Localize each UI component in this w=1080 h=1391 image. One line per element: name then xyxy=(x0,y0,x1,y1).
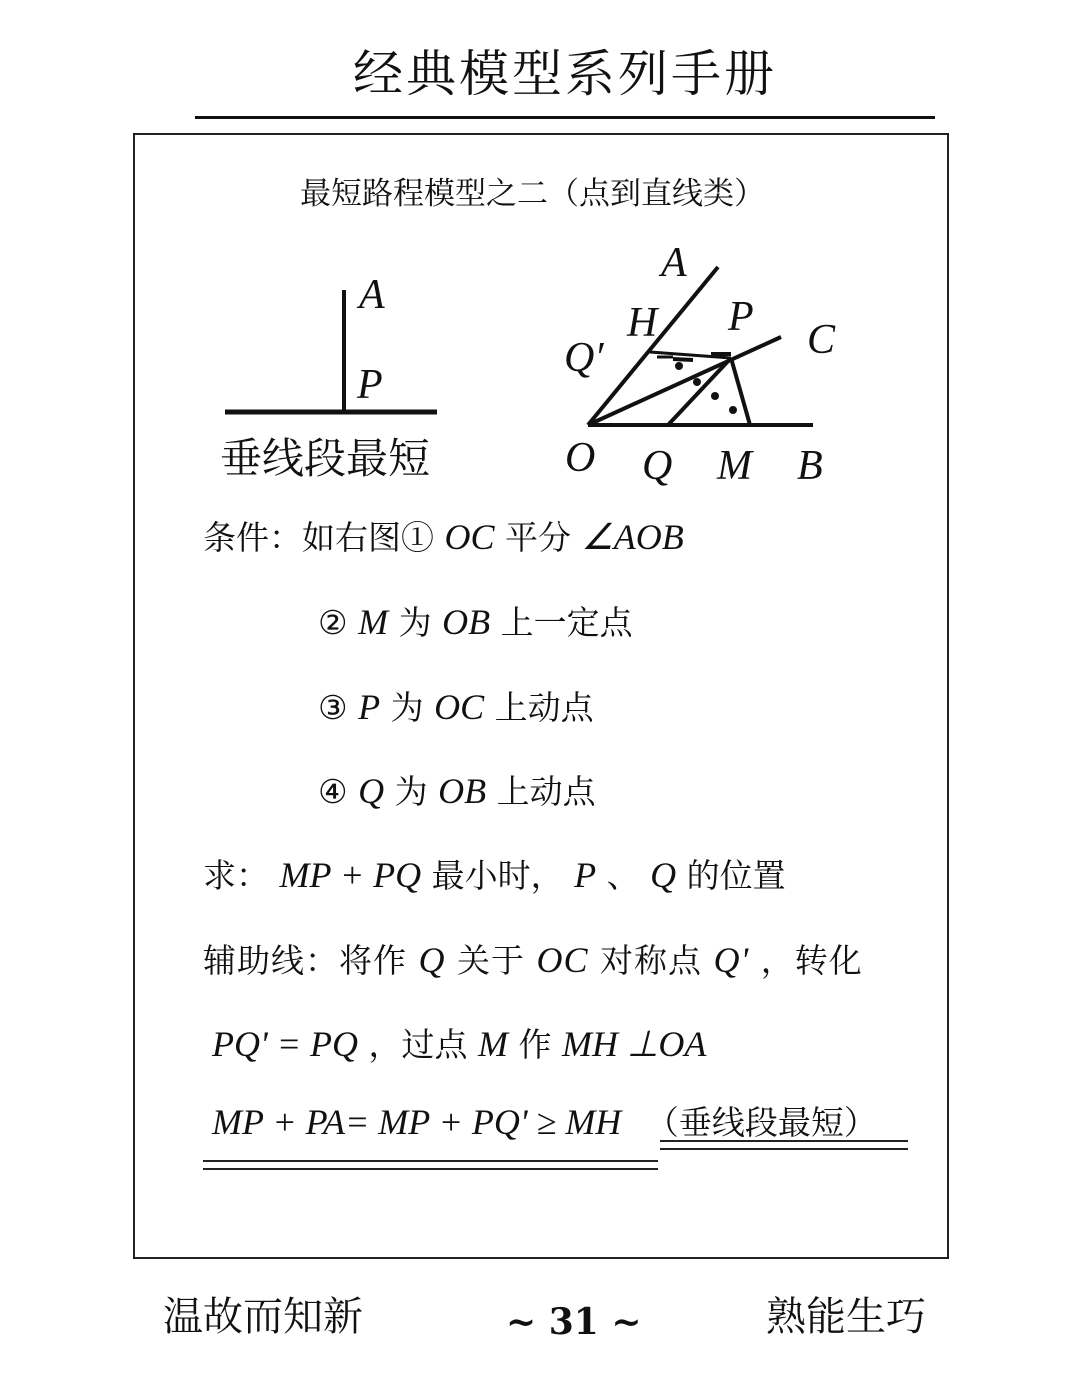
math-oc: OC xyxy=(444,517,495,557)
point-h-label: H xyxy=(627,300,658,346)
circled-number: ③ xyxy=(318,688,348,727)
text-about: 关于 xyxy=(457,941,525,980)
text-position: 的位置 xyxy=(686,856,786,895)
equal-angle-dot xyxy=(711,392,719,400)
ray-oc xyxy=(588,337,781,425)
math-q: Q xyxy=(650,855,677,895)
equal-angle-dot xyxy=(693,378,701,386)
text-moving-point: 上动点 xyxy=(494,688,594,727)
text-through-point: ，过点 xyxy=(368,1025,468,1064)
footer-left-motto: 温故而知新 xyxy=(163,1294,363,1340)
aux-row-3 xyxy=(212,1099,877,1146)
math-angle-aob: ∠AOB xyxy=(581,517,684,557)
text-bisects: 平分 xyxy=(505,518,572,557)
aux-label: 辅助线：将作 xyxy=(203,941,407,980)
math-p: P xyxy=(574,855,597,895)
math-p: P xyxy=(358,687,381,727)
math-q: Q xyxy=(418,940,446,980)
text-draw: 作 xyxy=(518,1025,552,1064)
equal-angle-dot xyxy=(675,362,683,370)
circled-number: ② xyxy=(318,603,348,642)
equal-angle-dot xyxy=(729,406,737,414)
point-p-label: P xyxy=(728,294,754,340)
condition-row-4 xyxy=(318,768,596,815)
point-a-label: A xyxy=(661,240,687,286)
footer-right-motto: 熟能生巧 xyxy=(766,1294,926,1340)
underline-double-rule xyxy=(660,1140,908,1150)
perpendicular-figure xyxy=(215,270,455,430)
text-moving-point: 上动点 xyxy=(496,772,596,811)
math-m: M xyxy=(358,602,389,642)
text-fixed-point: 上一定点 xyxy=(500,603,633,642)
text-is: 为 xyxy=(390,688,424,727)
point-p-label: P xyxy=(357,362,383,408)
point-q-prime-label: Q′ xyxy=(564,335,604,381)
text-minimum: 最小时， xyxy=(431,856,564,895)
math-oc: OC xyxy=(434,687,485,727)
condition-row-3 xyxy=(318,684,594,731)
text-is: 为 xyxy=(398,603,432,642)
math-q: Q xyxy=(358,771,385,811)
text-is: 为 xyxy=(394,772,428,811)
point-o-label: O xyxy=(565,435,596,481)
angle-bisector-figure xyxy=(555,240,855,490)
question-label: 求： xyxy=(203,856,269,895)
text-separator: 、 xyxy=(606,856,640,895)
text-symmetric-point: 对称点 xyxy=(600,941,703,980)
math-ob: OB xyxy=(438,771,487,811)
math-mp-plus-pq: MP + PQ xyxy=(279,855,422,895)
condition-row-1 xyxy=(203,514,684,561)
question-row xyxy=(203,852,786,899)
math-q-prime: Q' xyxy=(713,940,750,980)
header-divider xyxy=(195,116,935,119)
math-inequality: MP + PA= MP + PQ' ≥ MH xyxy=(212,1102,622,1142)
point-c-label: C xyxy=(807,317,836,363)
conclusion-note: （垂线段最短） xyxy=(645,1103,877,1142)
math-ob: OB xyxy=(442,602,491,642)
figure-caption: 垂线段最短 xyxy=(220,434,431,483)
math-pq-prime-equals-pq: PQ' = PQ xyxy=(212,1024,358,1064)
conditions-intro: 条件：如右图① xyxy=(203,518,434,557)
condition-row-2 xyxy=(318,599,633,646)
aux-row-2 xyxy=(212,1021,706,1068)
point-q-label: Q xyxy=(642,443,673,489)
right-angle-mark-q xyxy=(673,359,693,360)
circled-number: ④ xyxy=(318,772,348,811)
underline-double-rule xyxy=(203,1160,658,1170)
point-m-label: M xyxy=(717,443,752,489)
math-m: M xyxy=(477,1024,508,1064)
aux-row-1 xyxy=(203,937,863,984)
section-title: 最短路程模型之二（点到直线类） xyxy=(300,176,765,212)
segment-pm xyxy=(731,358,750,425)
text-transform: ，转化 xyxy=(760,941,863,980)
math-mh-perp-oa: MH ⊥OA xyxy=(561,1024,707,1064)
page-number: ~ 31 ~ xyxy=(506,1301,642,1343)
math-oc: OC xyxy=(536,940,589,980)
ray-oa xyxy=(588,267,718,425)
handbook-title: 经典模型系列手册 xyxy=(353,45,777,103)
point-b-label: B xyxy=(797,443,823,489)
point-a-label: A xyxy=(359,272,385,318)
